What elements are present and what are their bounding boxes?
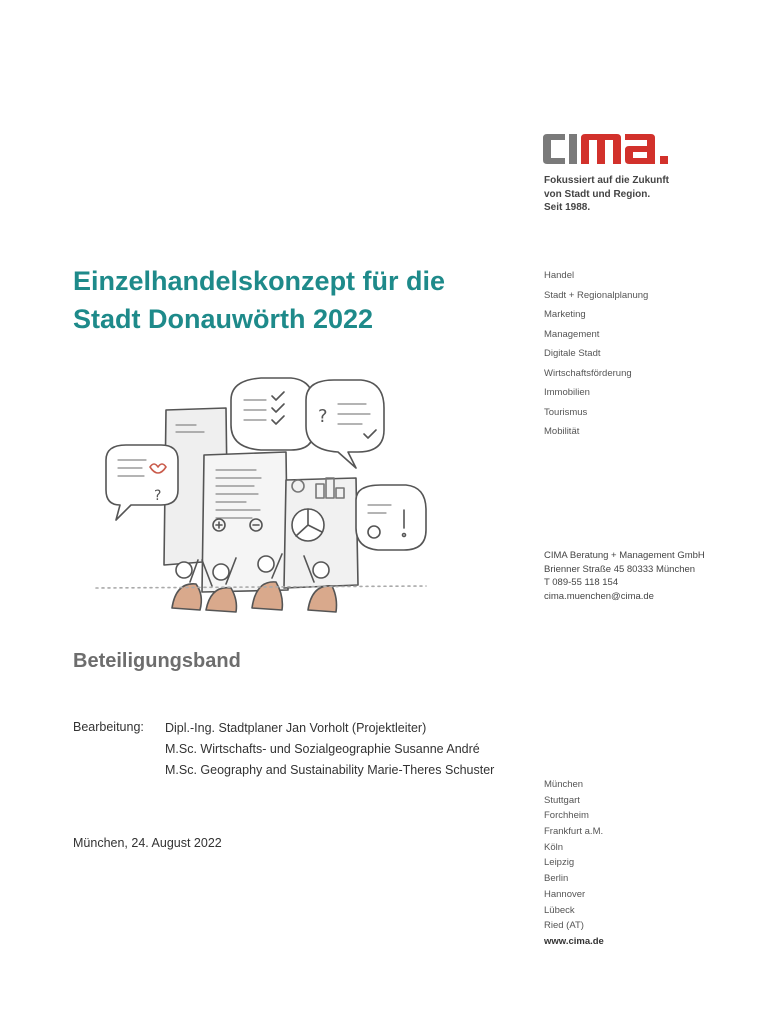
svg-text:?: ? (154, 488, 162, 504)
service-item: Digitale Stadt (544, 348, 601, 359)
author-line: Dipl.-Ing. Stadtplaner Jan Vorholt (Projektleiter) (165, 721, 427, 735)
participation-illustration (86, 360, 446, 630)
tagline-line: von Stadt und Region. (544, 188, 651, 200)
location-item: Berlin (544, 873, 569, 885)
service-item: Stadt + Regionalplanung (544, 289, 649, 301)
address: Brienner Straße 45 80333 München (544, 563, 696, 575)
service-item: Marketing (544, 309, 586, 320)
service-item: Management (544, 328, 600, 340)
location-item: Stuttgart (544, 794, 580, 806)
location-item: Köln (544, 841, 564, 853)
cima-logo (541, 128, 691, 166)
service-item: Immobilien (544, 387, 590, 398)
service-item: Handel (544, 270, 575, 281)
svg-text:?: ? (318, 406, 328, 427)
tagline-line: Seit 1988. (544, 202, 591, 213)
location-item: München (544, 779, 584, 790)
document-title (73, 262, 513, 338)
title-line: Stadt Donauwörth 2022 (73, 304, 374, 334)
location-item: Frankfurt a.M. (544, 826, 604, 838)
locations-list (544, 777, 744, 950)
location-item: Leipzig (544, 857, 575, 869)
location-item: Lübeck (544, 904, 575, 916)
company-name: CIMA Beratung + Management GmbH (544, 550, 705, 561)
service-item: Wirtschaftsförderung (544, 367, 632, 379)
location-item: Ried (AT) (544, 920, 584, 932)
tagline (544, 174, 744, 215)
phone: T 089-55 118 154 (544, 577, 619, 588)
bearbeitung-authors (165, 720, 494, 783)
services-list (544, 266, 744, 442)
tagline-line: Fokussiert auf die Zukunft (544, 175, 670, 186)
document-date: München, 24. August 2022 (73, 836, 222, 850)
location-item: Hannover (544, 888, 586, 900)
author-line: M.Sc. Wirtschafts- und Sozialgeographie Susanne André (165, 742, 480, 756)
title-line: Einzelhandelskonzept für die (73, 266, 446, 296)
service-item: Tourismus (544, 406, 588, 418)
contact-block (544, 549, 764, 603)
bearbeitung-label: Bearbeitung: (73, 720, 144, 734)
author-line: M.Sc. Geography and Sustainability Marie-Theres Schuster (165, 763, 495, 777)
document-subtitle: Beteiligungsband (73, 650, 241, 672)
location-item: Forchheim (544, 810, 589, 822)
email-link[interactable]: cima.muenchen@cima.de (544, 590, 654, 602)
website-link[interactable]: www.cima.de (544, 935, 604, 947)
service-item: Mobilität (544, 426, 580, 437)
